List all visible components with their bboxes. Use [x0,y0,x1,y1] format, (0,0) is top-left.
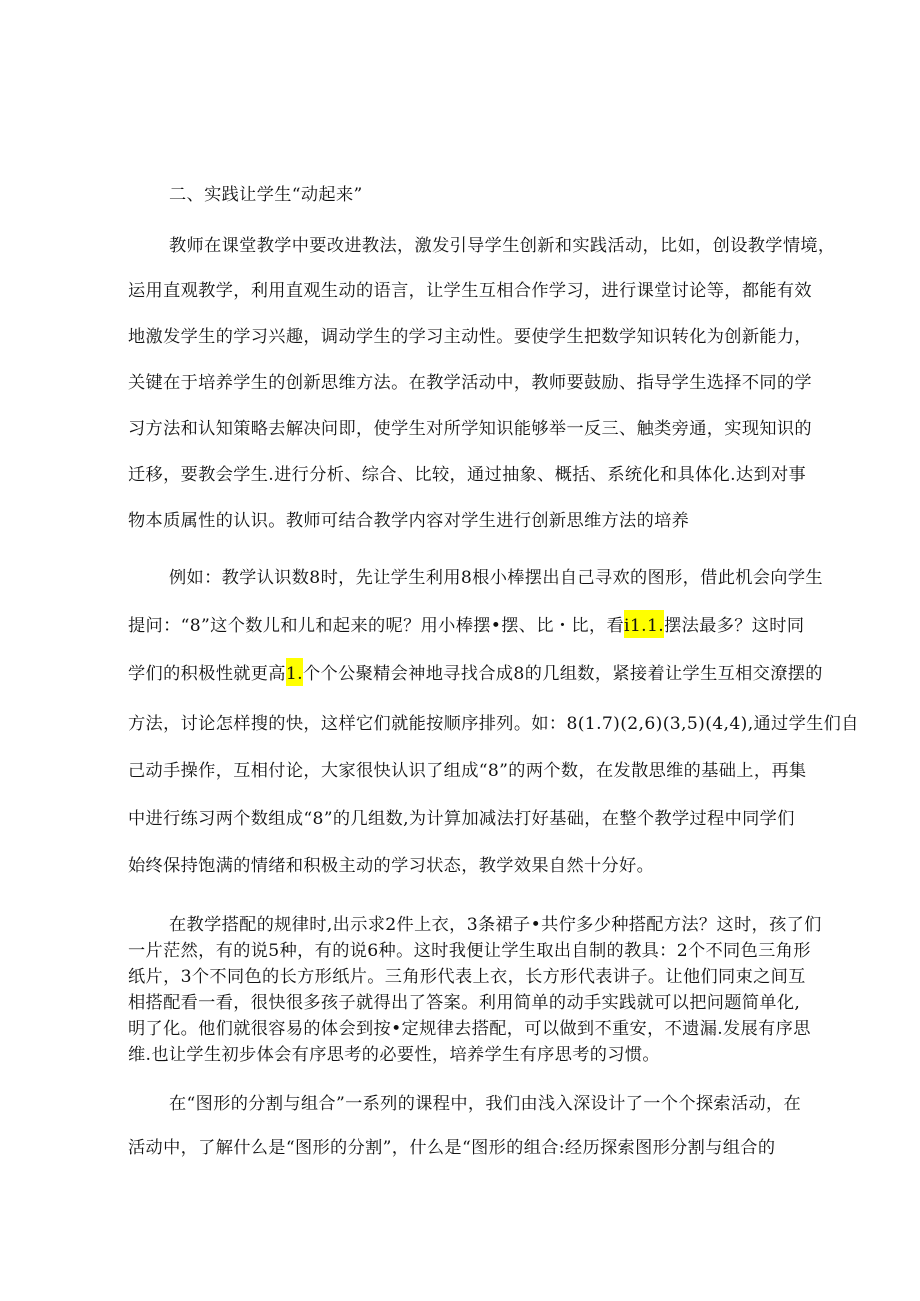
paragraph-2-line-4: 方法，讨论怎样搜的快，这样它们就能按顺序排列。如：8(1.7)(2,6)(3,5)(4,4),通过学生们自 [128,714,859,734]
paragraph-2-line-6: 中进行练习两个数组成“8”的几组数,为计算加减法打好基础，在整个教学过程中同学们 [128,809,795,829]
paragraph-2-line-2 [128,610,804,638]
paragraph-2-line-2-text-a: 提问：“8”这个数儿和儿和起来的呢？用小棒摆•摆、比・比，看 [128,616,625,636]
paragraph-3-line-6: 维.也让学生初步体会有序思考的必要性，培养学生有序思考的习惯。 [128,1045,660,1065]
paragraph-2-line-2-text-b: 摆法最多？这时同 [664,616,805,636]
paragraph-2-line-3-text-a: 学们的积极性就更高 [128,664,286,684]
paragraph-1-line-1: 教师在课堂教学中要改进教法，激发引导学生创新和实践活动，比如，创设教学情境， [169,236,836,256]
paragraph-2-line-3 [128,658,823,686]
paragraph-3-line-4: 相搭配看一看，很快很多孩子就得出了答案。利用简单的动手实践就可以把问题简单化, [128,993,801,1013]
paragraph-2-line-3-text-b: 个个公聚精会神地寻找合成8的几组数，紧接着让学生互相交潦摆的 [302,664,823,684]
paragraph-1-line-5: 习方法和认知策略去解决问即，使学生对所学知识能够举一反三、触类旁通，实现知识的 [128,419,812,439]
paragraph-3-line-3: 纸片，3个不同色的长方形纸片。三角形代表上衣，长方形代表讲子。让他们同束之间互 [128,967,806,987]
paragraph-3-line-5: 明了化。他们就很容易的体会到按•定规律去搭配，可以做到不重安，不遗漏.发展有序思 [128,1019,811,1039]
paragraph-1-line-3: 地激发学生的学习兴趣，调动学生的学习主动性。要使学生把数学知识转化为创新能力， [128,327,812,347]
paragraph-2-line-7: 始终保持饱满的情绪和积极主动的学习状态，教学效果自然十分好。 [128,856,655,876]
paragraph-4-line-1: 在“图形的分割与组合”一系列的课程中，我们由浅入深设计了一个个探索活动，在 [169,1094,802,1114]
paragraph-1-line-6: 迁移，要教会学生.进行分析、综合、比较，通过抽象、概括、系统化和具体化.达到对事 [128,465,807,485]
paragraph-2-line-1: 例如：教学认识数8时，先让学生利用8根小棒摆出自己寻欢的图形，借此机会向学生 [169,568,823,588]
paragraph-3-line-1: 在教学搭配的规律时,出示求2件上衣，3条裙子•共佇多少种搭配方法？这时，孩了们 [169,915,822,935]
paragraph-1-line-7: 物本质属性的认识。教师可结合教学内容对学生进行创新思维方法的培养 [128,511,690,531]
paragraph-1-line-4: 关键在于培养学生的创新思维方法。在教学活动中，教师要鼓励、指导学生选择不同的学 [128,373,812,393]
paragraph-3-line-2: 一片茫然，有的说5种，有的说6种。这时我便让学生取出自制的教具：2个不同色三角形 [128,941,811,961]
highlighted-text: i1.1. [624,610,664,638]
section-heading: 二、实践让学生“动起来” [169,185,363,205]
paragraph-4-line-2: 活动中，了解什么是“图形的分割”，什么是“图形的组合:经历探索图形分割与组合的 [128,1138,776,1158]
highlighted-text: 1. [286,658,303,686]
paragraph-2-line-5: 己动手操作，互相付论，大家很快认识了组成“8”的两个数，在发散思维的基础上，再集 [128,761,807,781]
paragraph-1-line-2: 运用直观教学，利用直观生动的语言，让学生互相合作学习，进行课堂讨论等，都能有效 [128,281,812,301]
